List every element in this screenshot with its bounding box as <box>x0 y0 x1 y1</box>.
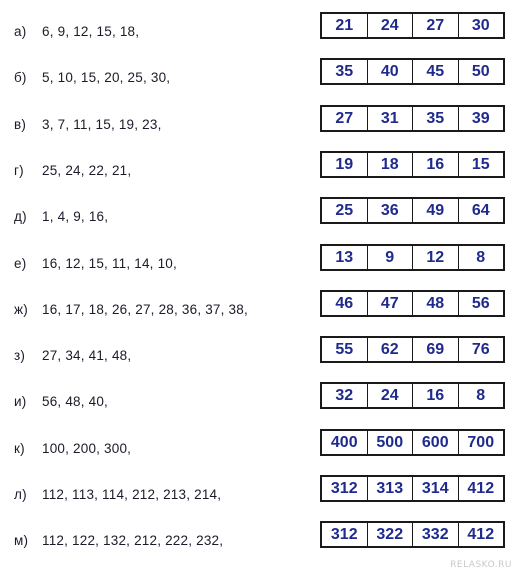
answer-box <box>320 429 505 456</box>
answer-box <box>320 12 505 39</box>
answer-cell: 8 <box>458 246 504 269</box>
answer-cell: 49 <box>412 199 458 222</box>
answer-cell: 313 <box>367 477 413 500</box>
answer-cell: 600 <box>412 431 458 454</box>
answer-cell: 36 <box>367 199 413 222</box>
exercise-label: в) <box>14 117 27 132</box>
exercise-row <box>0 290 516 326</box>
sequence-line <box>14 163 131 178</box>
answer-cell: 24 <box>367 384 413 407</box>
answer-cell: 312 <box>330 479 358 497</box>
exercise-label: и) <box>14 394 27 409</box>
answer-cell: 314 <box>412 477 458 500</box>
answer-box <box>320 151 505 178</box>
exercise-row <box>0 105 516 141</box>
exercise-row <box>0 521 516 557</box>
answer-cell: 500 <box>367 431 413 454</box>
answer-cell: 47 <box>367 292 413 315</box>
exercise-label: л) <box>14 487 27 502</box>
answer-cell: 76 <box>458 338 504 361</box>
answer-cell: 62 <box>367 338 413 361</box>
answer-cell: 12 <box>412 246 458 269</box>
sequence-numbers: 16, 17, 18, 26, 27, 28, 36, 37, 38, <box>42 302 248 317</box>
answer-cell: 16 <box>412 384 458 407</box>
answer-cell: 18 <box>367 153 413 176</box>
answer-cell: 412 <box>458 523 504 546</box>
sequence-line <box>14 256 177 271</box>
exercise-label: г) <box>14 163 24 178</box>
answer-box <box>320 197 505 224</box>
exercise-row <box>0 382 516 418</box>
answer-cell: 46 <box>335 294 354 312</box>
sequence-line <box>14 70 170 85</box>
answer-cell: 400 <box>330 433 358 451</box>
sequence-line <box>14 441 131 456</box>
answer-box <box>320 336 505 363</box>
sequence-numbers: 112, 113, 114, 212, 213, 214, <box>42 487 222 502</box>
sequence-numbers: 16, 12, 15, 11, 14, 10, <box>42 256 177 271</box>
answer-cell: 64 <box>458 199 504 222</box>
answer-box <box>320 105 505 132</box>
exercise-label: м) <box>14 533 29 548</box>
sequence-numbers: 100, 200, 300, <box>42 441 132 456</box>
exercise-row <box>0 12 516 48</box>
sequence-line <box>14 487 221 502</box>
answer-cell: 412 <box>458 477 504 500</box>
exercise-label: д) <box>14 209 27 224</box>
answer-cell: 48 <box>412 292 458 315</box>
answer-cell: 312 <box>330 525 358 543</box>
answer-cell: 31 <box>367 107 413 130</box>
sequence-line <box>14 394 108 409</box>
answer-cell: 25 <box>335 201 354 219</box>
exercise-row <box>0 244 516 280</box>
sequence-numbers: 56, 48, 40, <box>42 394 109 409</box>
exercise-row <box>0 336 516 372</box>
exercise-row <box>0 475 516 511</box>
exercise-row <box>0 429 516 465</box>
exercise-label: к) <box>14 441 25 456</box>
answer-cell: 69 <box>412 338 458 361</box>
answer-cell: 50 <box>458 60 504 83</box>
answer-cell: 45 <box>412 60 458 83</box>
answer-cell: 32 <box>335 386 354 404</box>
answer-cell: 35 <box>335 62 354 80</box>
answer-cell: 332 <box>412 523 458 546</box>
exercise-row <box>0 58 516 94</box>
answer-cell: 56 <box>458 292 504 315</box>
sequence-numbers: 112, 122, 132, 212, 222, 232, <box>42 533 224 548</box>
answer-cell: 9 <box>367 246 413 269</box>
sequence-line <box>14 302 248 317</box>
answer-cell: 27 <box>335 109 354 127</box>
answer-cell: 24 <box>367 14 413 37</box>
exercise-label: ж) <box>14 302 28 317</box>
sequence-line <box>14 348 131 363</box>
sequence-numbers: 6, 9, 12, 15, 18, <box>42 24 140 39</box>
sequence-line <box>14 117 162 132</box>
sequence-line <box>14 533 223 548</box>
sequence-numbers: 3, 7, 11, 15, 19, 23, <box>42 117 162 132</box>
answer-box <box>320 290 505 317</box>
answer-cell: 30 <box>458 14 504 37</box>
exercise-label: з) <box>14 348 26 363</box>
answer-cell: 700 <box>458 431 504 454</box>
answer-cell: 16 <box>412 153 458 176</box>
answer-cell: 13 <box>335 248 354 266</box>
answer-cell: 40 <box>367 60 413 83</box>
watermark: RELASKO.RU <box>450 560 512 570</box>
exercise-label: а) <box>14 24 27 39</box>
sequence-line <box>14 24 139 39</box>
exercise-label: б) <box>14 70 27 85</box>
answer-cell: 19 <box>335 155 354 173</box>
sequence-numbers: 5, 10, 15, 20, 25, 30, <box>42 70 171 85</box>
answer-box <box>320 244 505 271</box>
answer-cell: 21 <box>335 16 354 34</box>
exercise-label: е) <box>14 256 27 271</box>
answer-box <box>320 475 505 502</box>
answer-cell: 15 <box>458 153 504 176</box>
sequence-numbers: 25, 24, 22, 21, <box>42 163 132 178</box>
answer-box <box>320 382 505 409</box>
answer-cell: 55 <box>335 340 354 358</box>
answer-cell: 39 <box>458 107 504 130</box>
exercise-row <box>0 197 516 233</box>
answer-box <box>320 58 505 85</box>
sequence-line <box>14 209 108 224</box>
answer-cell: 27 <box>412 14 458 37</box>
answer-cell: 322 <box>367 523 413 546</box>
answer-cell: 8 <box>458 384 504 407</box>
sequence-numbers: 1, 4, 9, 16, <box>42 209 109 224</box>
sequence-numbers: 27, 34, 41, 48, <box>42 348 132 363</box>
answer-cell: 35 <box>412 107 458 130</box>
exercise-row <box>0 151 516 187</box>
answer-box <box>320 521 505 548</box>
